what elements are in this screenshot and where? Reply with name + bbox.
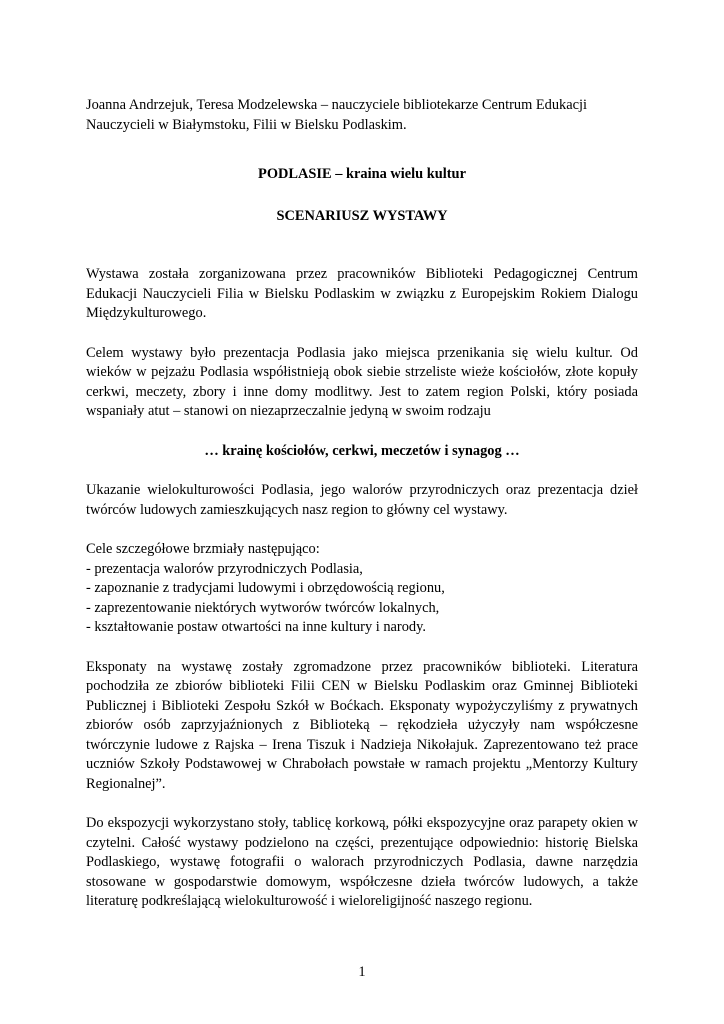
goals-intro: Cele szczegółowe brzmiały następująco:: [86, 541, 320, 557]
page-number: 1: [358, 964, 366, 980]
list-item: - prezentacja walorów przyrodniczych Podlasia,: [86, 560, 363, 577]
paragraph-main-goal: Ukazanie wielokulturowości Podlasia, jego walorów przyrodniczych oraz prezentacja dzieł twórców ludowych zamieszkujących nasz region to główny cel wystawy.: [86, 482, 638, 518]
document-body: [86, 96, 638, 912]
document-subtitle: SCENARIUSZ WYSTAWY: [276, 207, 448, 224]
list-item: - zapoznanie z tradycjami ludowymi i obrzędowością regionu,: [86, 580, 445, 596]
paragraph-exhibits: Eksponaty na wystawę zostały zgromadzone przez pracowników biblioteki. Literatura pochodziła ze zbiorów biblioteki Filii CEN w Bielsku Podlaskim oraz Gminnej Biblioteki Publicznej i Biblioteki Zespołu Szkół w Boćkach. Eksponaty wypożyczyliśmy z prywatnych zbiorów osób zaprzyjaźnionych z Biblioteką – rękodzieła użyczyły nam współczesne twórczynie ludowe z Rajska – Irena Tiszuk i Nadzieja Nikołajuk. Zaprezentowano też prace uczniów Szkoły Podstawowej w Chrabołach powstałe w ramach projektu „Mentorzy Kultury Regionalnej”.: [86, 658, 638, 792]
paragraph-purpose: Celem wystawy było prezentacja Podlasia jako miejsca przenikania się wielu kultur. Od wieków w pejzażu Podlasia współistnieją obok siebie strzeliste wieże kościołów, złote kopuły cerkwi, meczety, zbory i inne domy modlitwy. Jest to zatem region Polski, który posiada wspaniały atut – stanowi on niezaprzeczalnie jedyną w swoim rodzaju: [86, 344, 638, 419]
paragraph-layout: Do ekspozycji wykorzystano stoły, tablicę korkową, półki ekspozycyjne oraz parapety okien w czytelni. Całość wystawy podzielono na części, prezentujące odpowiednio: historię Bielska Podlaskiego, wystawę fotografii o walorach przyrodniczych Podlasia, dawne narzędzia stosowane w gospodarstwie domowym, współczesne dzieła twórców ludowych, a także literaturę podkreślającą wielokulturowość i wieloreligijność naszego regionu.: [86, 815, 638, 909]
author-line: Joanna Andrzejuk, Teresa Modzelewska – nauczyciele bibliotekarze Centrum Edukacji Nauczycieli w Białymstoku, Filii w Bielsku Podlaskim.: [86, 97, 588, 133]
goals-list: [86, 560, 638, 638]
list-item: - zaprezentowanie niektórych wytworów twórców lokalnych,: [86, 599, 440, 616]
list-item: - kształtowanie postaw otwartości na inne kultury i narody.: [86, 619, 426, 635]
paragraph-intro: Wystawa została zorganizowana przez pracowników Biblioteki Pedagogicznej Centrum Edukacji Nauczycieli Filia w Bielsku Podlaskim w związku z Europejskim Rokiem Dialogu Międzykulturowego.: [86, 266, 638, 321]
highlight-line: … krainę kościołów, cerkwi, meczetów i synagog …: [204, 442, 520, 459]
document-title: PODLASIE – kraina wielu kultur: [258, 166, 466, 182]
